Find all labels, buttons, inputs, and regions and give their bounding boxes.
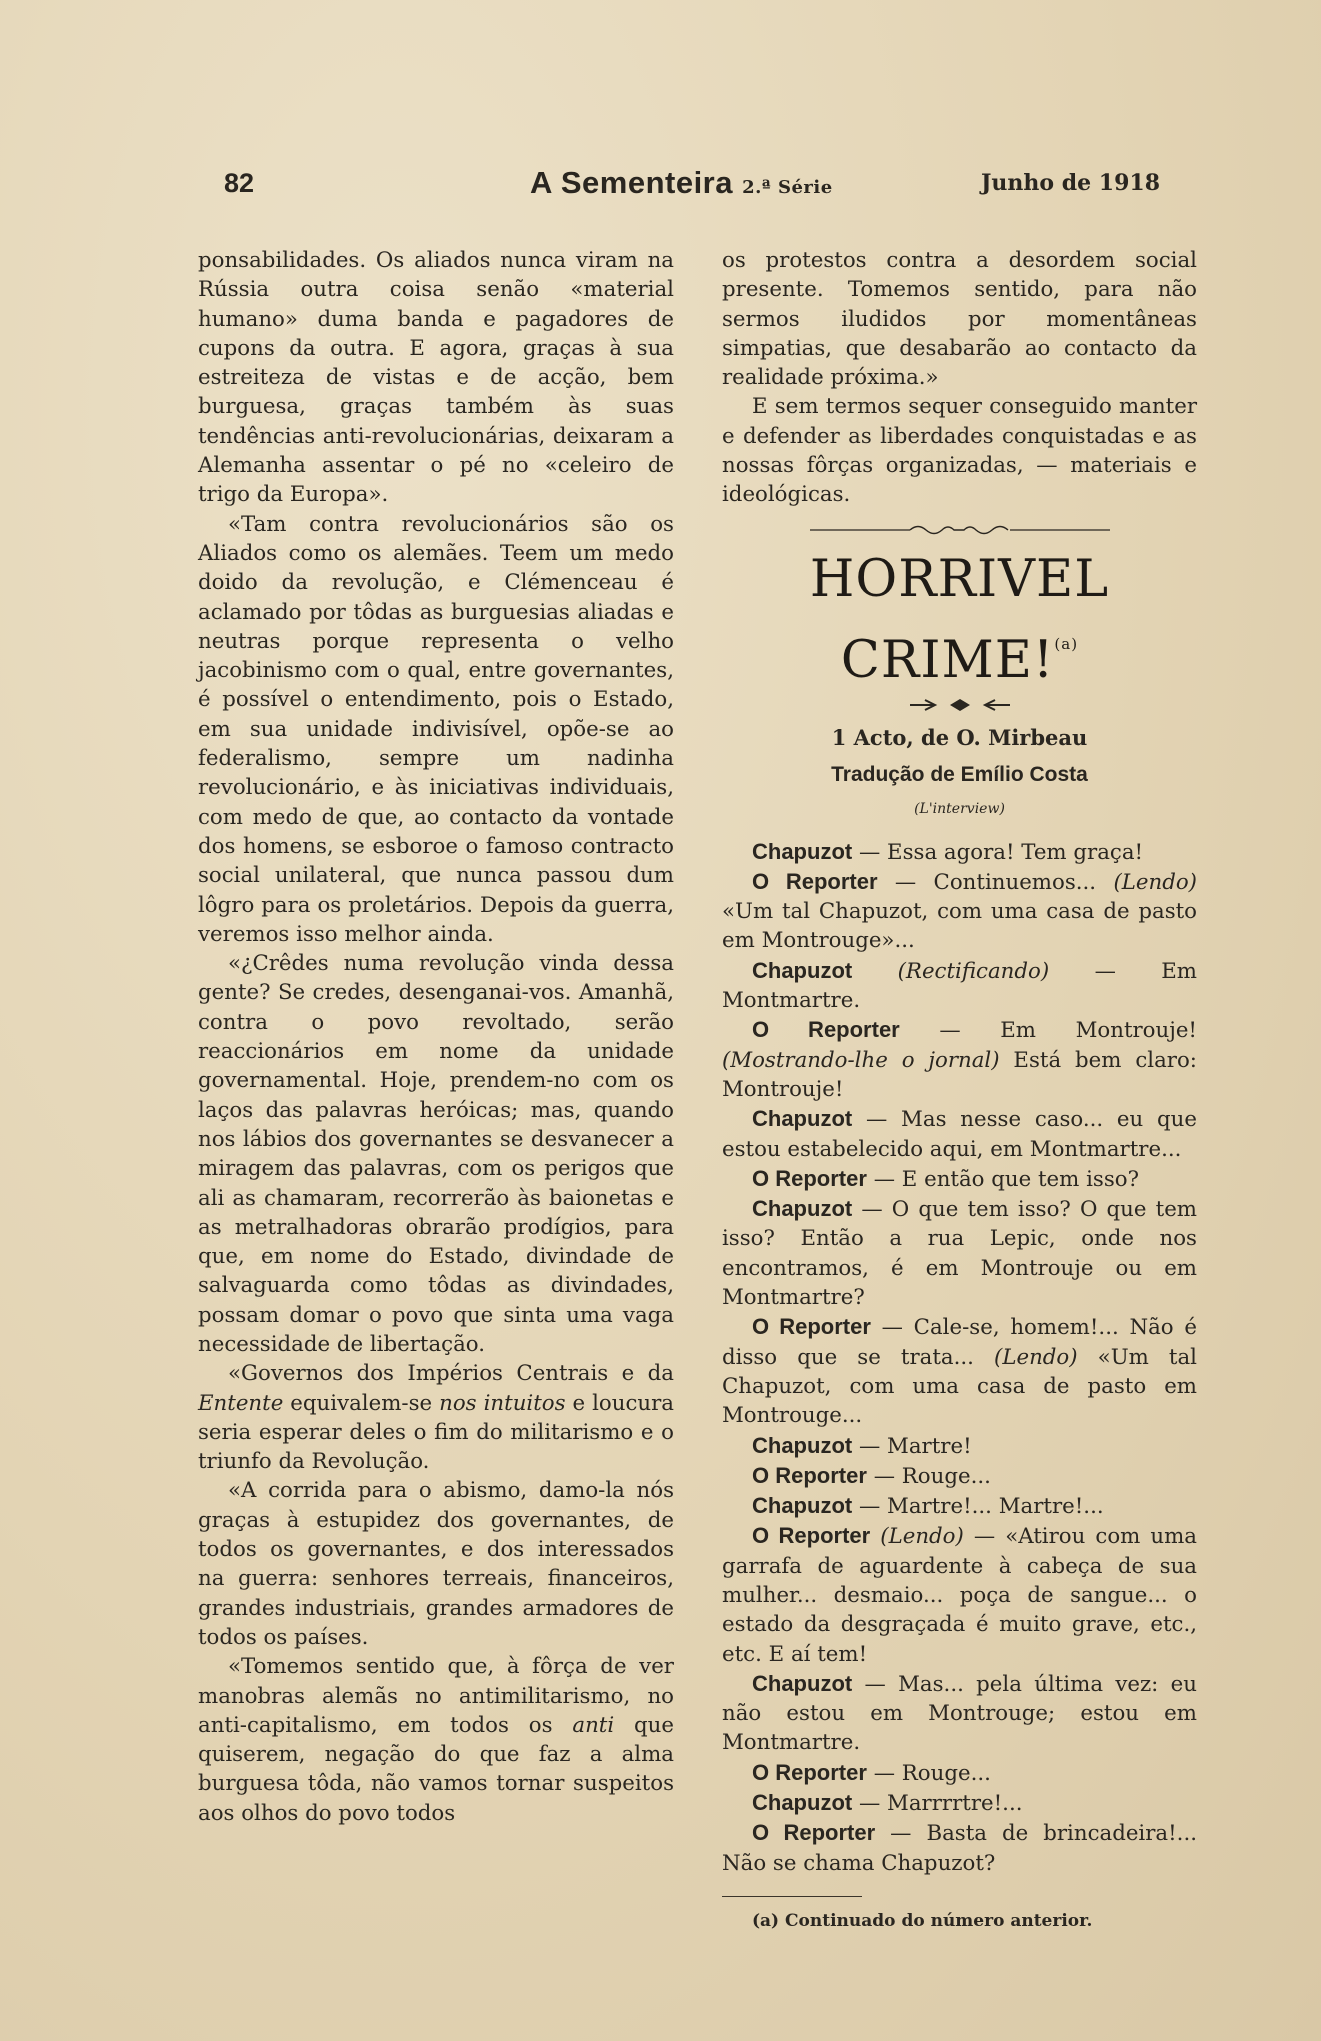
speaker-name: Chapuzot bbox=[752, 838, 853, 864]
dialogue-line bbox=[722, 1521, 1197, 1668]
dialogue-line bbox=[722, 1312, 1197, 1430]
publication-title bbox=[530, 165, 833, 201]
dialogue-line bbox=[722, 1194, 1197, 1312]
dialogue-line bbox=[722, 1758, 1197, 1788]
dialogue-line bbox=[722, 1491, 1197, 1521]
speaker-name: O Reporter bbox=[752, 1820, 876, 1846]
italic-span: (Rectificando) bbox=[897, 958, 1050, 984]
article-title bbox=[722, 548, 1197, 693]
issue-date: Junho de 1918 bbox=[981, 170, 1160, 196]
dialogue-line bbox=[722, 1461, 1197, 1491]
dialogue-text: — Martre! bbox=[858, 1433, 972, 1459]
footnote-rule bbox=[722, 1896, 862, 1897]
speaker-name: O Reporter bbox=[752, 1017, 900, 1043]
left-paragraph: «¿Crêdes numa revolução vinda dessa gente? Se credes, desenganai-vos. Amanhã, contra o povo revoltado, serão reaccionários em nome da unidade governamental. Hoje, prendem-no com os laços das palavras heróicas; mas, quando nos lábios dos governantes se desvanecer a miragem das palavras, com os perigos que ali as chamaram, recorrerão às baionetas e as metralhadoras obrarão prodígios, para que, em nome do Estado, divindade de salvaguarda como tôdas as divindades, possam domar o povo que sinta uma vaga necessidade de libertação. bbox=[198, 951, 674, 1357]
right-column-intro bbox=[722, 246, 1197, 510]
right-column bbox=[722, 246, 1197, 1936]
dialogue-line bbox=[722, 1015, 1197, 1104]
speaker-name: Chapuzot bbox=[752, 1670, 853, 1696]
speaker-name: O Reporter bbox=[752, 1523, 871, 1549]
italic-span: (Lendo) bbox=[994, 1344, 1078, 1370]
dialogue-line bbox=[722, 1818, 1197, 1878]
dialogue-text: — Rouge... bbox=[873, 1463, 991, 1489]
italic-span: (Lendo) bbox=[1113, 869, 1197, 895]
article-title-text: HORRIVEL CRIME! bbox=[809, 549, 1110, 690]
article-subtitle: 1 Acto, de O. Mirbeau bbox=[831, 724, 1088, 750]
page-header bbox=[200, 165, 1160, 208]
publication-name: A Sementeira bbox=[530, 165, 733, 200]
footnote: (a) Continuado do número anterior. bbox=[752, 1910, 1093, 1931]
left-paragraph: «Tomemos sentido que, à fôrça de ver manobras alemãs no antimilitarismo, no anti-capitalismo, em todos os anti que quiserem, negação do que faz a alma burguesa tôda, não vamos tornar suspeitos aos olhos do povo todos bbox=[198, 1654, 674, 1826]
speaker-name: Chapuzot bbox=[752, 1790, 853, 1816]
dialogue-text: — Marrrrtre!... bbox=[858, 1791, 1023, 1817]
dialogue-line bbox=[722, 1164, 1197, 1194]
right-paragraph: E sem termos sequer conseguido manter e defender as liberdades conquistadas e as nossas fôrças organizadas, — materiais e ideológicas. bbox=[722, 394, 1197, 508]
italic-span: (Mostrando-lhe o jornal) bbox=[722, 1047, 1000, 1073]
dialogue-line bbox=[722, 837, 1197, 867]
dialogue-text: (Rectificando) — Em Montmartre. bbox=[722, 958, 1197, 1014]
dialogue-text: — Basta de brincadeira!... Não se chama Chapuzot? bbox=[722, 1821, 1197, 1876]
left-paragraph: «Tam contra revolucionários são os Aliados como os alemães. Teem um medo doido da revolução, e Clémenceau é aclamado por tôdas as burguesias aliadas e neutras porque representa o velho jacobinismo com o qual, entre governantes, é possível o entendimento, pois o Estado, em sua unidade indivisível, opõe-se ao federalismo, sempre um nadinha revolucionário, e às iniciativas individuais, com medo de que, ao contacto da vontade dos homens, se esboroe o famoso contracto social unilateral, que nunca passou dum lôgro para os proletários. Depois da guerra, veremos isso melhor ainda. bbox=[198, 511, 674, 947]
dialogue-text: — Cale-se, homem!... Não é disso que se trata... (Lendo) «Um tal Chapuzot, com uma casa de pasto em Montrouge... bbox=[722, 1315, 1197, 1429]
speaker-name: Chapuzot bbox=[752, 957, 853, 983]
left-paragraph: «A corrida para o abismo, damo-la nós graças à estupidez dos governantes, de todos os governantes, e dos interessados na guerra: senhores terreais, financeiros, grandes industriais, grandes armadores de todos os países. bbox=[198, 1478, 674, 1650]
divider-ornament bbox=[810, 522, 1110, 538]
dialogue-text: — O que tem isso? O que tem isso? Então a rua Lepic, onde nos encontramos, é em Montrouje ou em Montmartre? bbox=[722, 1197, 1197, 1311]
page-number: 82 bbox=[224, 168, 255, 198]
speaker-name: O Reporter bbox=[752, 1462, 867, 1488]
dialogue-line bbox=[722, 956, 1197, 1016]
dialogue-line bbox=[722, 1669, 1197, 1758]
speaker-name: Chapuzot bbox=[752, 1106, 853, 1132]
dialogue-text: (Lendo) — «Atirou com uma garrafa de aguardente à cabeça de sua mulher... desmaio... poça de sangue... o estado da desgraçada é muito grave, etc., etc. E aí tem! bbox=[722, 1524, 1197, 1667]
italic-span: nos intuitos bbox=[439, 1390, 566, 1416]
dialogue-line bbox=[722, 1104, 1197, 1164]
right-paragraph: os protestos contra a desordem social presente. Tomemos sentido, para não sermos iludidos por momentâneas simpatias, que desabarão ao contacto da realidade próxima.» bbox=[722, 248, 1197, 391]
title-note: (a) bbox=[1054, 634, 1079, 653]
original-title: (L'interview) bbox=[914, 801, 1005, 818]
dialogue-text: — Martre!... Martre!... bbox=[858, 1494, 1104, 1520]
dialogue-line bbox=[722, 867, 1197, 956]
left-paragraph: «Governos dos Impérios Centrais e da Entente equivalem-se nos intuitos e loucura seria esperar deles o fim do militarismo e o triunfo da Revolução. bbox=[198, 1361, 674, 1475]
dialogue-text: — Continuemos... (Lendo) «Um tal Chapuzot, com uma casa de pasto em Montrouge»... bbox=[722, 869, 1197, 954]
serie-label: 2.ª Série bbox=[742, 177, 833, 198]
italic-span: Entente bbox=[198, 1390, 284, 1416]
dialogue-text: — Mas... pela última vez: eu não estou em Montrouge; estou em Montmartre. bbox=[722, 1671, 1197, 1756]
speaker-name: O Reporter bbox=[752, 868, 878, 894]
dialogue-text: — Mas nesse caso... eu que estou estabelecido aqui, em Montmartre... bbox=[722, 1107, 1197, 1162]
left-paragraph: ponsabilidades. Os aliados nunca viram na Rússia outra coisa senão «material humano» duma banda e pagadores de cupons da outra. E agora, graças à sua estreiteza de vistas e de acção, bem burguesa, graças também às suas tendências anti-revolucionárias, deixaram a Alemanha assentar o pé no «celeiro de trigo da Europa». bbox=[198, 248, 674, 508]
italic-span: anti bbox=[572, 1712, 615, 1738]
dialogue-line bbox=[722, 1788, 1197, 1818]
translator-credit: Tradução de Emílio Costa bbox=[831, 762, 1088, 786]
speaker-name: O Reporter bbox=[752, 1165, 867, 1191]
left-column bbox=[198, 246, 674, 1828]
italic-span: (Lendo) bbox=[880, 1524, 964, 1550]
speaker-name: Chapuzot bbox=[752, 1196, 853, 1222]
dialogue-text: — Em Montrouje! (Mostrando-lhe o jornal) Está bem claro: Montrouje! bbox=[722, 1018, 1197, 1102]
title-ornament bbox=[905, 697, 1015, 713]
dialogue bbox=[722, 837, 1197, 1878]
dialogue-text: — Rouge... bbox=[873, 1760, 991, 1786]
dialogue-line bbox=[722, 1431, 1197, 1461]
dialogue-text: — Essa agora! Tem graça! bbox=[858, 839, 1144, 865]
speaker-name: O Reporter bbox=[752, 1759, 867, 1785]
speaker-name: O Reporter bbox=[752, 1314, 871, 1340]
speaker-name: Chapuzot bbox=[752, 1493, 853, 1519]
speaker-name: Chapuzot bbox=[752, 1432, 853, 1458]
dialogue-text: — E então que tem isso? bbox=[873, 1166, 1140, 1192]
